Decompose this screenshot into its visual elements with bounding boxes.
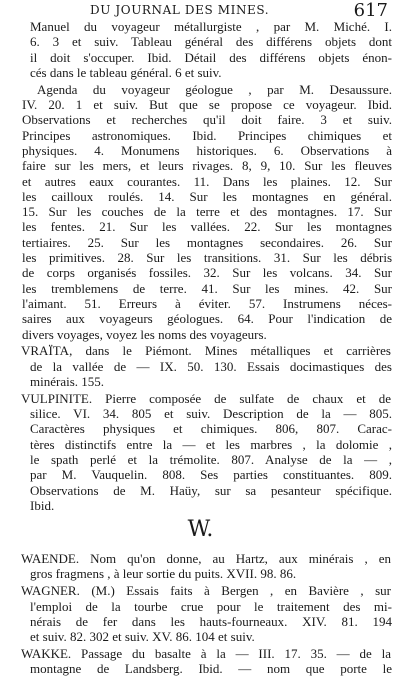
text-line: Agenda du voyageur géologue , par M. Desaussure. (37, 81, 392, 97)
text-line: les tremblemens de terre. 41. Sur les mines. 42. Sur (22, 280, 392, 296)
running-title: DU JOURNAL DES MINES. (90, 3, 270, 17)
text-line: WAENDE. Nom qu'on donne, au Hartz, aux minérais , en (21, 551, 391, 567)
text-line: tères distinctifs entre la — et les marbres , la dolomie , (30, 436, 392, 452)
text-line: et autres eaux courantes. 11. Dans les plaines. 12. Sur (22, 173, 392, 189)
text-line: l'emploi de la tourbe crue pour le traitement des mi- (30, 598, 392, 614)
text-line: cés dans le tableau général. 6 et suiv. (30, 64, 222, 80)
text-line: les cailloux roulés. 14. Sur les montagnes en général. (22, 188, 392, 204)
text-line: physiques. 4. Monumens historiques. 6. Observations à (22, 142, 392, 158)
text-line: IV. 20. 1 et suiv. But que se propose ce voyageur. Ibid. (22, 97, 392, 112)
text-line: VULPINITE. Pierre composée de sulfate de chaux et de (21, 390, 391, 406)
text-line: par M. Vauquelin. 808. Ses parties constituantes. 809. (30, 467, 392, 483)
text-line: saires aux voyageurs géologues. 64. Pour l'indication de (22, 311, 392, 327)
text-line: WAGNER. (M.) Essais faits à Bergen , en Bavière , sur (21, 583, 391, 599)
text-line: de la vallée de — IX. 50. 130. Essais docimastiques des (30, 358, 392, 374)
text-line: faire sur les mers, et leurs rivages. 8, 9, 10. Sur les fleuves (22, 158, 392, 174)
text-line: il doit s'occuper. Ibid. Détail des différens objets énon- (30, 49, 392, 65)
text-line: les primitives. 28. Sur les transitions. 31. Sur les débris (22, 250, 392, 265)
text-line: Observations et recherches qu'il doit faire. 3 et suiv. (22, 112, 392, 128)
text-line: VRAÏTA, dans le Piémont. Mines métalliques et carrières (21, 343, 391, 359)
text-line: Manuel du voyageur métallurgiste , par M. Miché. I. (30, 19, 392, 34)
text-line: le spath perlé et la trémolite. 807. Analyse de la — , (30, 451, 392, 467)
text-line: Caractères physiques et chimiques. 806, 807. Carac- (30, 421, 392, 437)
text-line: divers voyages, voyez les noms des voyageurs. (22, 326, 267, 342)
text-line: silice. VI. 34. 805 et suiv. Description de la — 805. (30, 406, 392, 421)
text-line: Principes astronomiques. Ibid. Principes chimiques et (22, 127, 392, 143)
text-line: nérais de fer dans les hauts-fourneaux. XIV. 81. 194 (30, 613, 392, 629)
text-line: 15. Sur les couches de la terre et des montagnes. 17. Sur (22, 204, 392, 220)
text-line: 6. 3 et suiv. Tableau général des différens objets dont (30, 34, 392, 50)
text-line: Ibid. (30, 497, 55, 513)
text-line: tertiaires. 25. Sur les montagnes secondaires. 26. Sur (22, 234, 392, 250)
text-line: de corps organisés fossiles. 32. Sur les volcans. 34. Sur (22, 265, 392, 281)
section-letter-heading: W. (187, 517, 214, 543)
text-line: WAKKE. Passage du basalte à la — III. 17. 35. — de la (21, 645, 391, 661)
text-line: et suiv. 82. 302 et suiv. XV. 86. 104 et suiv. (30, 629, 255, 645)
page-number: 617 (353, 0, 388, 21)
text-line: gros fragmens , à leur sortie du puits. XVII. 98. 86. (30, 566, 297, 582)
text-line: l'aimant. 51. Erreurs à éviter. 57. Instrumens néces- (22, 295, 392, 311)
text-line: montagne de Landsberg. Ibid. — nom que porte le (30, 661, 392, 677)
text-line: les fentes. 21. Sur les vallées. 22. Sur les montagnes (22, 219, 392, 235)
text-line: Observations de M. Haüy, sur sa pesanteur spécifique. (30, 482, 392, 498)
text-line: minérais. 155. (30, 373, 105, 389)
